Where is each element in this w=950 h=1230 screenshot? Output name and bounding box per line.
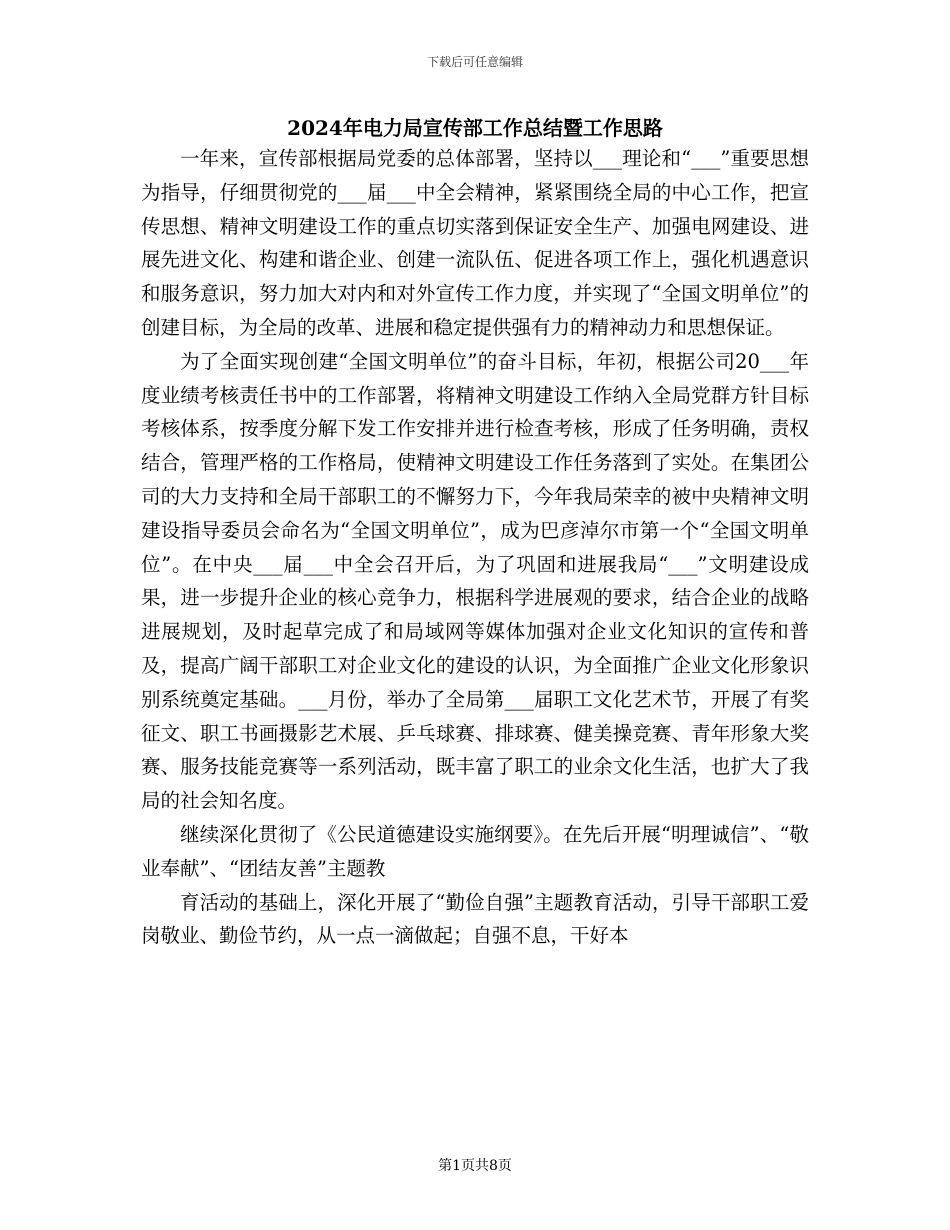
paragraph-3: 继续深化贯彻了《公民道德建设实施纲要》。在先后开展“明理诚信”、“敬业奉献”、“团结友善”主题教 — [141, 822, 809, 880]
paragraph-4: 育活动的基础上，深化开展了“勤俭自强”主题教育活动，引导干部职工爱岗敬业、勤俭节约，从一点一滴做起；自强不息，干好本 — [141, 890, 809, 948]
paragraph-2: 为了全面实现创建“全国文明单位”的奋斗目标，年初，根据公司20___年度业绩考核责任书中的工作部署，将精神文明建设工作纳入全局党群方针目标考核体系，按季度分解下发工作安排并进行检查考核，形成了任务明确，责权结合，管理严格的工作格局，使精神文明建设工作任务落到了实处。在集团公司的大力支持和全局干部职工的不懈努力下，今年我局荣幸的被中央精神文明建设指导委员会命名为“全国文明单位”，成为巴彦淖尔市第一个“全国文明单位”。在中央___届___中全会召开后，为了巩固和进展我局“___”文明建设成果，进一步提升企业的核心竞争力，根据科学进展观的要求，结合企业的战略进展规划，及时起草完成了和局域网等媒体加强对企业文化知识的宣传和普及，提高广阔干部职工对企业文化的建设的认识，为全面推广企业文化形象识别系统奠定基础。___月份，举办了全局第___届职工文化艺术节，开展了有奖征文、职工书画摄影艺术展、乒乓球赛、排球赛、健美操竞赛、青年形象大奖赛、服务技能竞赛等一系列活动，既丰富了职工的业余文化生活，也扩大了我局的社会知名度。 — [141, 349, 809, 813]
page-number: 第1页共8页 — [438, 1158, 512, 1174]
document-body — [141, 142, 809, 953]
paragraph-1: 一年来，宣传部根据局党委的总体部署，坚持以___理论和“___”重要思想为指导，仔细贯彻党的___届___中全会精神，紧紧围绕全局的中心工作，把宣传思想、精神文明建设工作的重点切实落到保证安全生产、加强电网建设、进展先进文化、构建和谐企业、创建一流队伍、促进各项工作上，强化机遇意识和服务意识，努力加大对内和对外宣传工作力度，并实现了“全国文明单位”的创建目标，为全局的改革、进展和稳定提供强有力的精神动力和思想保证。 — [141, 147, 809, 339]
page-header-note: 下载后可任意编辑 — [426, 55, 523, 69]
document-title: 2024年电力局宣传部工作总结暨工作思路 — [287, 116, 663, 140]
